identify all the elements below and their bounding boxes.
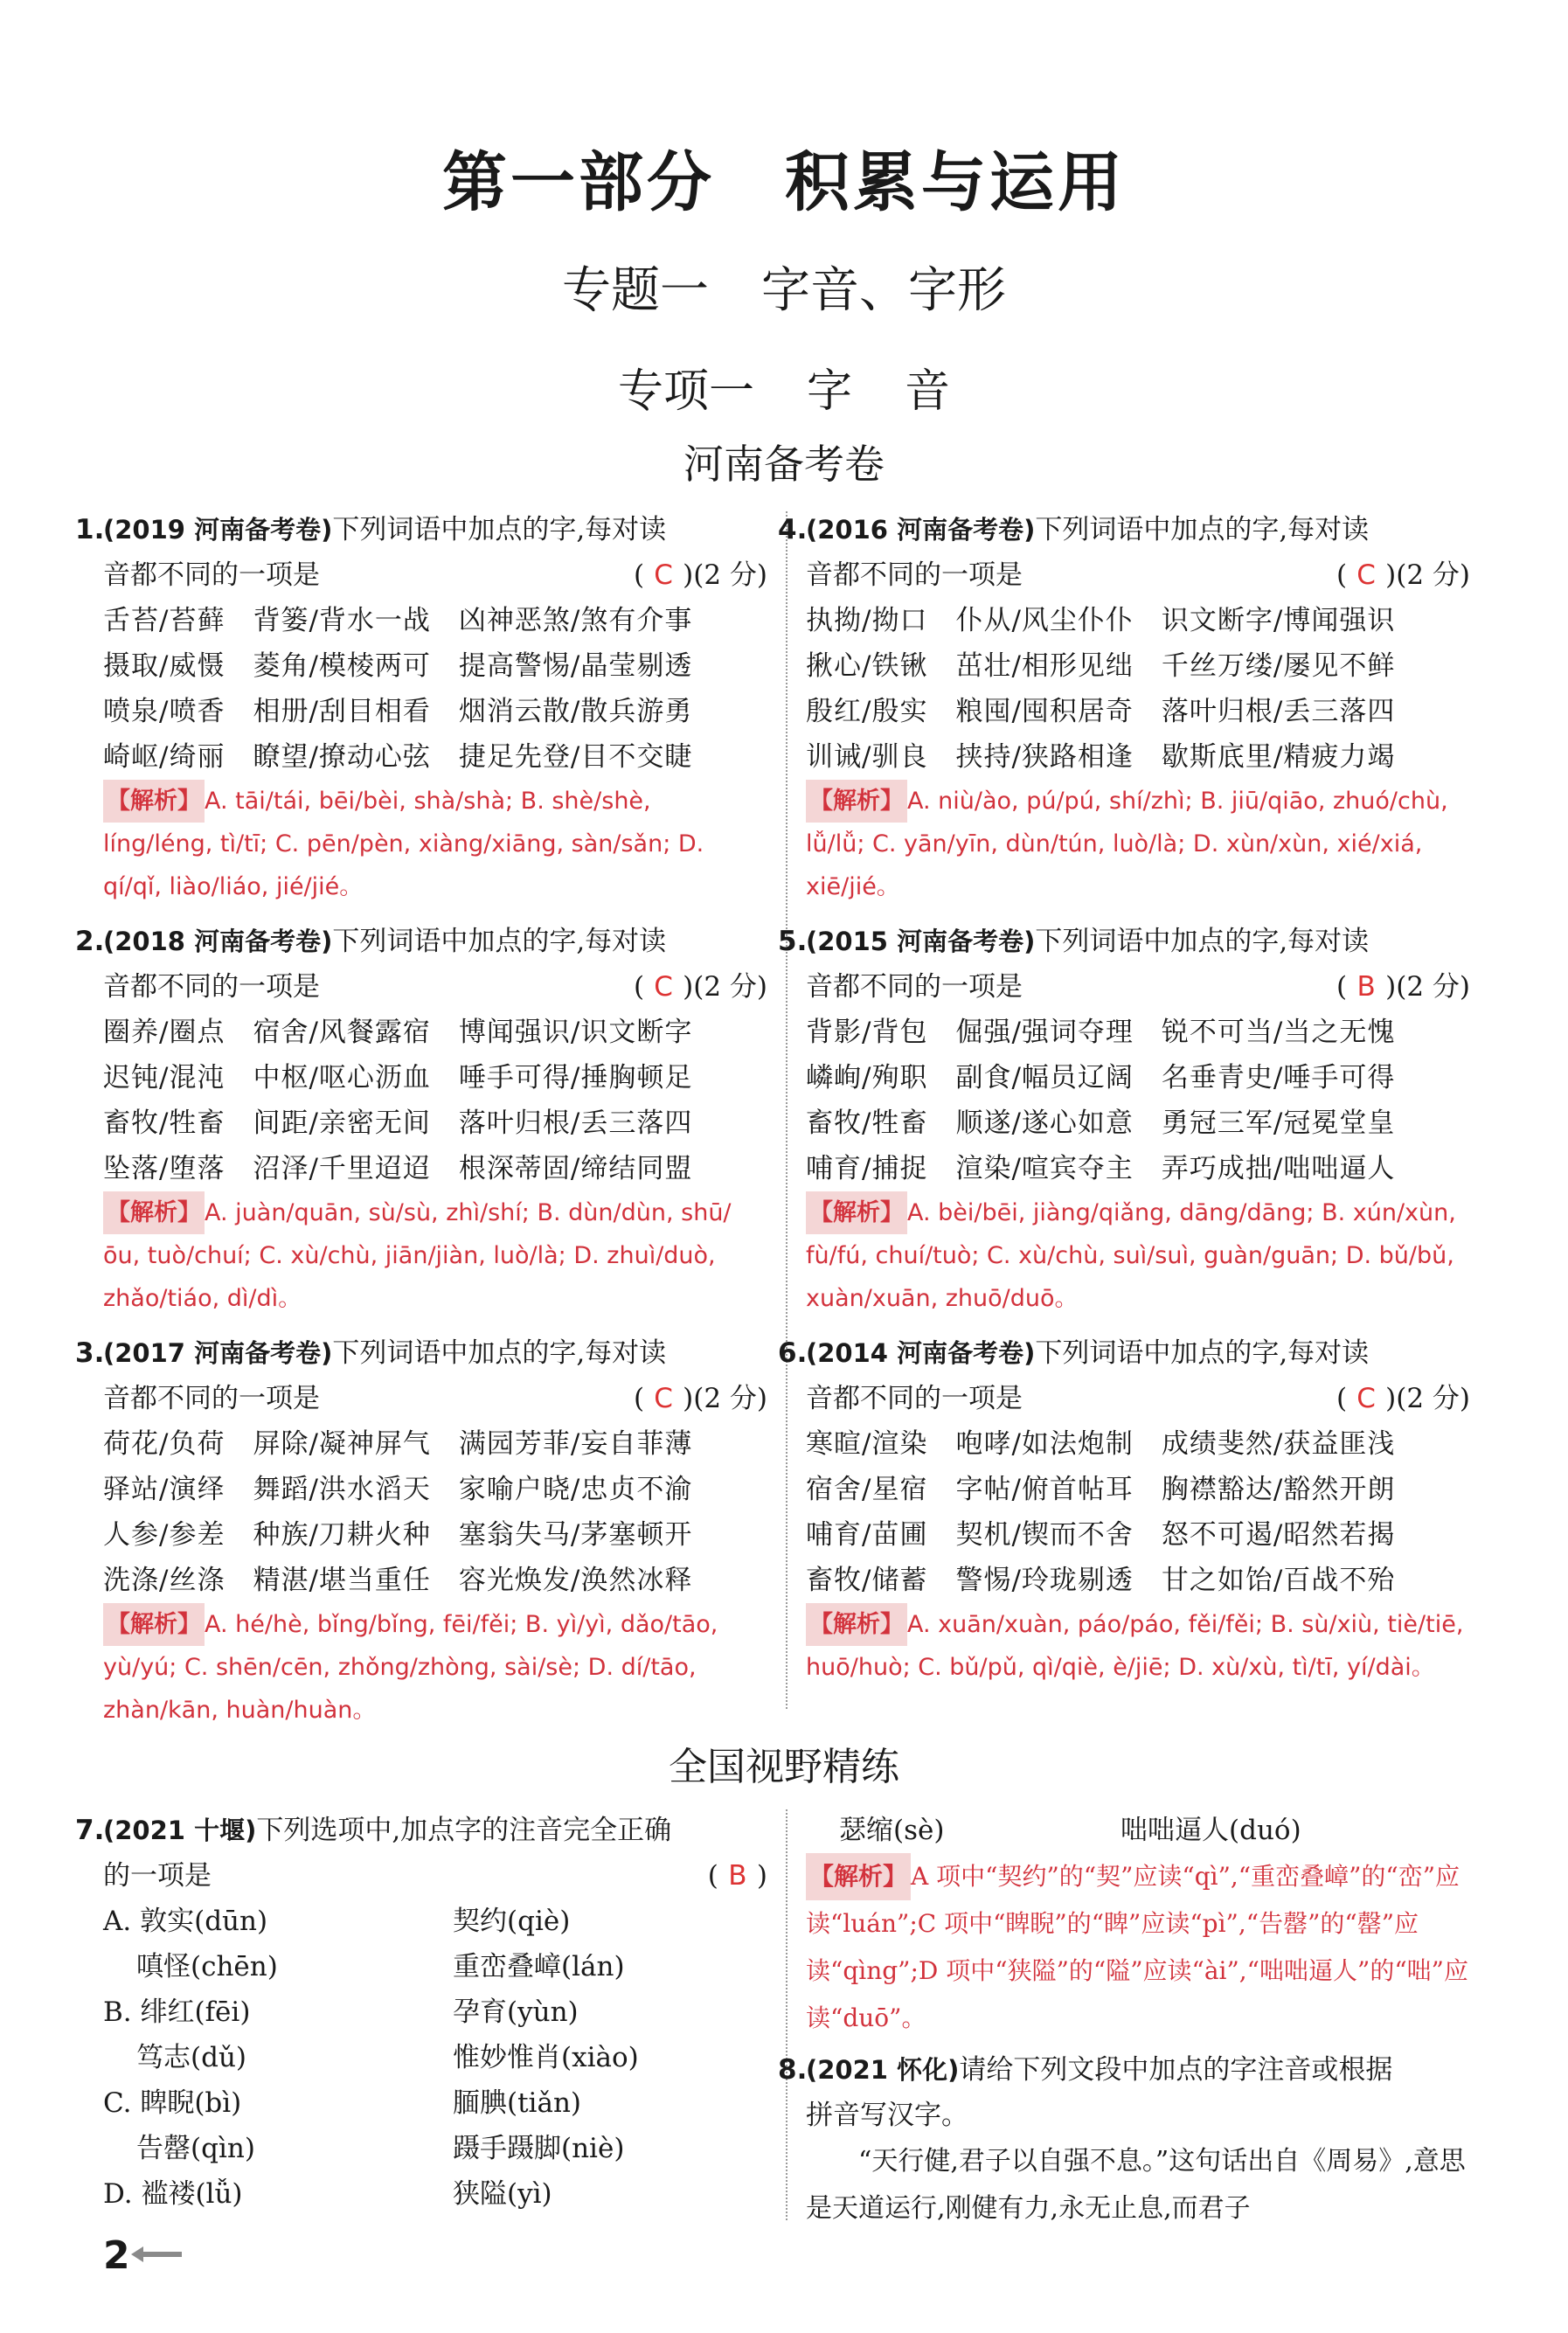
score: )(2 分)	[1385, 559, 1470, 591]
answer-letter: C	[654, 559, 673, 591]
right-column-lower	[778, 1808, 1470, 2232]
question-stem-cont: 音都不同的一项是	[103, 971, 320, 1003]
option-d-item4: 咄咄逼人(duó)	[1120, 1815, 1301, 1846]
page-arrow-icon	[131, 2245, 184, 2264]
option-d: 畜牧/储蓄 警惕/玲珑剔透 甘之如饴/百战不殆	[806, 1565, 1396, 1596]
question-stem: 下列选项中,加点字的注音完全正确	[256, 1815, 672, 1846]
option-d: 训诫/驯良 挟持/狭路相逢 歇斯底里/精疲力竭	[806, 741, 1396, 773]
question-7-explanation	[806, 1853, 1470, 2042]
question-number: 4.	[778, 514, 808, 545]
answer-letter: C	[654, 971, 673, 1003]
question-1	[75, 507, 767, 908]
analysis-tag: 【解析】	[806, 1191, 907, 1234]
question-stem: 下列词语中加点的字,每对读	[332, 926, 667, 957]
score: )(2 分)	[1385, 1383, 1470, 1414]
option-d-item2: 狭隘(yì)	[453, 2178, 552, 2210]
answer-paren: (	[707, 1860, 718, 1892]
option-d: 坠落/堕落 沼泽/千里迢迢 根深蒂固/缔结同盟	[103, 1153, 693, 1184]
question-number: 3.	[75, 1337, 105, 1369]
explanation	[806, 1603, 1470, 1689]
answer-letter: C	[654, 1383, 673, 1414]
analysis-tag: 【解析】	[103, 780, 205, 823]
option-d-item3: 瑟缩(sè)	[839, 1815, 945, 1846]
question-6	[778, 1330, 1470, 1689]
explanation	[103, 1191, 767, 1320]
item-title	[0, 354, 1568, 420]
option-a: 执拗/拗口 仆从/风尘仆仆 识文断字/博闻强识	[806, 605, 1396, 636]
passage-text: “天行健,君子以自强不息。”这句话出自《周易》,意思是天道运行,刚健有力,永无止息,而君子	[806, 2146, 1466, 2224]
page-number: 2	[103, 2233, 130, 2278]
question-source: (2019 河南备考卷)	[103, 515, 333, 545]
topic-title-a: 专题一	[562, 262, 709, 319]
option-b: 宿舍/星宿 字帖/俯首帖耳 胸襟豁达/豁然开朗	[806, 1474, 1396, 1505]
answer-paren: (	[634, 559, 645, 591]
explanation-text: A. juàn/quān, sù/sù, zhì/shí; B. dùn/dùn, shū/ōu, tuò/chuí; C. xù/chù, jiān/jiàn, luò/là; D. zhuì/duò, zhǎo/tiáo, dì/dì。	[103, 1199, 732, 1312]
explanation	[103, 780, 767, 908]
question-8	[778, 2047, 1470, 2232]
section-title-henan: 河南备考卷	[683, 441, 885, 488]
question-source: (2021 怀化)	[806, 2055, 960, 2085]
question-number: 5.	[778, 926, 808, 957]
question-number: 7.	[75, 1815, 105, 1846]
option-a: 背影/背包 倔强/强词夺理 锐不可当/当之无愧	[806, 1017, 1396, 1048]
explanation-text: A 项中“契约”的“契”应读“qì”,“重峦叠嶂”的“峦”应读“luán”;C 项中“睥睨”的“睥”应读“pì”,“告罄”的“罄”应读“qìng”;D 项中“狭隘”的“隘”应读“ài”,“咄咄逼人”的“咄”应读“duō”。	[806, 1862, 1468, 2032]
topic-title-b: 字音、字形	[761, 262, 1006, 319]
option-d-item1: D. 褴褛(lǚ)	[103, 2178, 243, 2210]
explanation-text: A. hé/hè, bǐng/bǐng, fēi/fěi; B. yì/yì, dǎo/tāo, yù/yú; C. shēn/cēn, zhǒng/zhòng, sài/sè; D. dí/tāo, zhàn/kān, huàn/huàn。	[103, 1611, 718, 1724]
question-source: (2016 河南备考卷)	[806, 515, 1036, 545]
question-stem: 下列词语中加点的字,每对读	[1035, 1337, 1370, 1369]
section-title-national: 全国视野精练	[669, 1745, 899, 1789]
left-column-upper	[75, 507, 767, 1735]
question-5	[778, 919, 1470, 1320]
explanation-text: A. bèi/bēi, jiàng/qiǎng, dāng/dāng; B. xún/xùn, fù/fú, chuí/tuò; C. xù/chù, suì/suì, guàn/guān; D. bǔ/bǔ, xuàn/xuān, zhuō/duō。	[806, 1199, 1456, 1312]
option-b-item3: 笃志(dǔ)	[136, 2042, 246, 2073]
question-source: (2018 河南备考卷)	[103, 927, 333, 956]
option-b: 嶙峋/殉职 副食/幅员辽阔 名垂青史/唾手可得	[806, 1062, 1396, 1094]
explanation	[103, 1603, 767, 1732]
question-3	[75, 1330, 767, 1732]
item-title-a: 专项一	[617, 365, 754, 418]
question-stem-cont: 音都不同的一项是	[806, 559, 1023, 591]
answer-letter: B	[1356, 971, 1376, 1003]
question-number: 2.	[75, 926, 105, 957]
question-number: 6.	[778, 1337, 808, 1369]
question-stem-cont: 音都不同的一项是	[806, 971, 1023, 1003]
option-b: 迟钝/混沌 中枢/呕心沥血 唾手可得/捶胸顿足	[103, 1062, 693, 1094]
option-d: 崎岖/绮丽 瞭望/撩动心弦 捷足先登/目不交睫	[103, 741, 693, 773]
explanation-text: A. niù/ào, pú/pú, shí/zhì; B. jiū/qiāo, zhuó/chù, lǚ/lǚ; C. yān/yīn, dùn/tún, luò/là; D. xùn/xùn, xié/xiá, xiē/jié。	[806, 788, 1448, 900]
question-source: (2021 十堰)	[103, 1816, 257, 1845]
explanation-text: A. tāi/tái, bēi/bèi, shà/shà; B. shè/shè, líng/léng, tì/tī; C. pēn/pèn, xiàng/xiāng, sàn/sǎn; D. qí/qǐ, liào/liáo, jié/jié。	[103, 788, 704, 900]
right-column-upper	[778, 507, 1470, 1692]
option-b-item4: 惟妙惟肖(xiào)	[453, 2042, 639, 2073]
option-c-item1: C. 睥睨(bì)	[103, 2087, 242, 2119]
option-a-item1: A. 敦实(dūn)	[103, 1906, 268, 1937]
score: )(2 分)	[683, 971, 767, 1003]
column-divider	[786, 511, 787, 1709]
option-b: 驿站/演绎 舞蹈/洪水滔天 家喻户晓/忠贞不渝	[103, 1474, 693, 1505]
question-7	[75, 1808, 767, 2217]
question-source: (2017 河南备考卷)	[103, 1338, 333, 1368]
option-a: 荷花/负荷 屏除/凝神屏气 满园芳菲/妄自菲薄	[103, 1428, 693, 1460]
analysis-tag: 【解析】	[806, 780, 907, 823]
topic-title	[0, 252, 1568, 322]
option-a-item2: 契约(qiè)	[453, 1906, 571, 1937]
option-a-item4: 重峦叠嶂(lán)	[453, 1951, 625, 1982]
question-stem-cont: 拼音写汉字。	[806, 2100, 968, 2131]
part-title-a: 第一部分	[442, 145, 715, 220]
answer-letter: C	[1356, 559, 1376, 591]
question-stem-cont: 音都不同的一项是	[103, 559, 320, 591]
question-stem: 下列词语中加点的字,每对读	[332, 514, 667, 545]
analysis-tag: 【解析】	[806, 1603, 907, 1646]
question-stem-cont: 音都不同的一项是	[103, 1383, 320, 1414]
answer-paren: (	[1336, 1383, 1348, 1414]
answer-paren: (	[634, 1383, 645, 1414]
question-stem: 请给下列文段中加点的字注音或根据	[959, 2054, 1393, 2086]
option-a-item3: 嗔怪(chēn)	[136, 1951, 278, 1982]
answer-paren: (	[1336, 559, 1348, 591]
option-b-item2: 孕育(yùn)	[453, 1996, 579, 2028]
part-title	[0, 131, 1568, 224]
score: )(2 分)	[1385, 971, 1470, 1003]
part-title-b: 积累与运用	[785, 145, 1126, 220]
option-grid	[103, 1899, 767, 2217]
analysis-tag: 【解析】	[103, 1603, 205, 1646]
question-number: 8.	[778, 2054, 808, 2086]
option-a: 寒暄/渲染 咆哮/如法炮制 成绩斐然/获益匪浅	[806, 1428, 1396, 1460]
option-b-item1: B. 绯红(fēi)	[103, 1996, 251, 2028]
option-b: 揪心/铁锹 茁壮/相形见绌 千丝万缕/屡见不鲜	[806, 650, 1396, 682]
option-c-item2: 腼腆(tiǎn)	[453, 2087, 582, 2119]
explanation	[806, 1191, 1470, 1320]
option-b: 摄取/威慑 菱角/模棱两可 提高警惕/晶莹剔透	[103, 650, 693, 682]
option-d: 哺育/捕捉 渲染/喧宾夺主 弄巧成拙/咄咄逼人	[806, 1153, 1396, 1184]
answer-letter: B	[728, 1860, 747, 1892]
question-stem-cont: 音都不同的一项是	[806, 1383, 1023, 1414]
question-stem-cont: 的一项是	[103, 1860, 212, 1892]
option-a: 舌苔/苔藓 背篓/背水一战 凶神恶煞/煞有介事	[103, 605, 693, 636]
option-d-cont	[806, 1808, 1470, 1853]
question-source: (2014 河南备考卷)	[806, 1338, 1036, 1368]
option-c: 畜牧/牲畜 间距/亲密无间 落叶归根/丢三落四	[103, 1107, 693, 1139]
option-c: 哺育/苗圃 契机/锲而不舍 怒不可遏/昭然若揭	[806, 1519, 1396, 1551]
question-source: (2015 河南备考卷)	[806, 927, 1036, 956]
question-4	[778, 507, 1470, 908]
answer-paren-close: )	[756, 1860, 767, 1892]
question-stem: 下列词语中加点的字,每对读	[1035, 926, 1370, 957]
item-title-b1: 字	[806, 365, 852, 418]
analysis-tag: 【解析】	[103, 1191, 205, 1234]
option-c: 畜牧/牲畜 顺遂/遂心如意 勇冠三军/冠冕堂皇	[806, 1107, 1396, 1139]
option-c: 人参/参差 种族/刀耕火种 塞翁失马/茅塞顿开	[103, 1519, 693, 1551]
answer-paren: (	[634, 971, 645, 1003]
item-title-b2: 音	[905, 365, 951, 418]
option-c-item3: 告罄(qìn)	[136, 2133, 255, 2164]
column-divider-lower	[786, 1809, 787, 2220]
analysis-tag: 【解析】	[806, 1853, 911, 1900]
explanation-text: A. xuān/xuàn, páo/páo, fěi/fěi; B. sù/xiù, tiè/tiē, huō/huò; C. bǔ/pǔ, qì/qiè, è/jiē; D. xù/xù, tì/tī, yí/dài。	[806, 1611, 1464, 1681]
option-c: 殷红/殷实 粮囤/囤积居奇 落叶归根/丢三落四	[806, 696, 1396, 727]
option-c-item4: 蹑手蹑脚(niè)	[453, 2133, 625, 2164]
option-a: 圈养/圈点 宿舍/风餐露宿 博闻强识/识文断字	[103, 1017, 693, 1048]
question-2	[75, 919, 767, 1320]
score: )(2 分)	[683, 1383, 767, 1414]
score: )(2 分)	[683, 559, 767, 591]
explanation	[806, 780, 1470, 908]
question-stem: 下列词语中加点的字,每对读	[1035, 514, 1370, 545]
question-stem: 下列词语中加点的字,每对读	[332, 1337, 667, 1369]
question-number: 1.	[75, 514, 105, 545]
option-c: 喷泉/喷香 相册/刮目相看 烟消云散/散兵游勇	[103, 696, 693, 727]
answer-letter: C	[1356, 1383, 1376, 1414]
answer-paren: (	[1336, 971, 1348, 1003]
option-d: 洗涤/丝涤 精湛/堪当重任 容光焕发/涣然冰释	[103, 1565, 693, 1596]
